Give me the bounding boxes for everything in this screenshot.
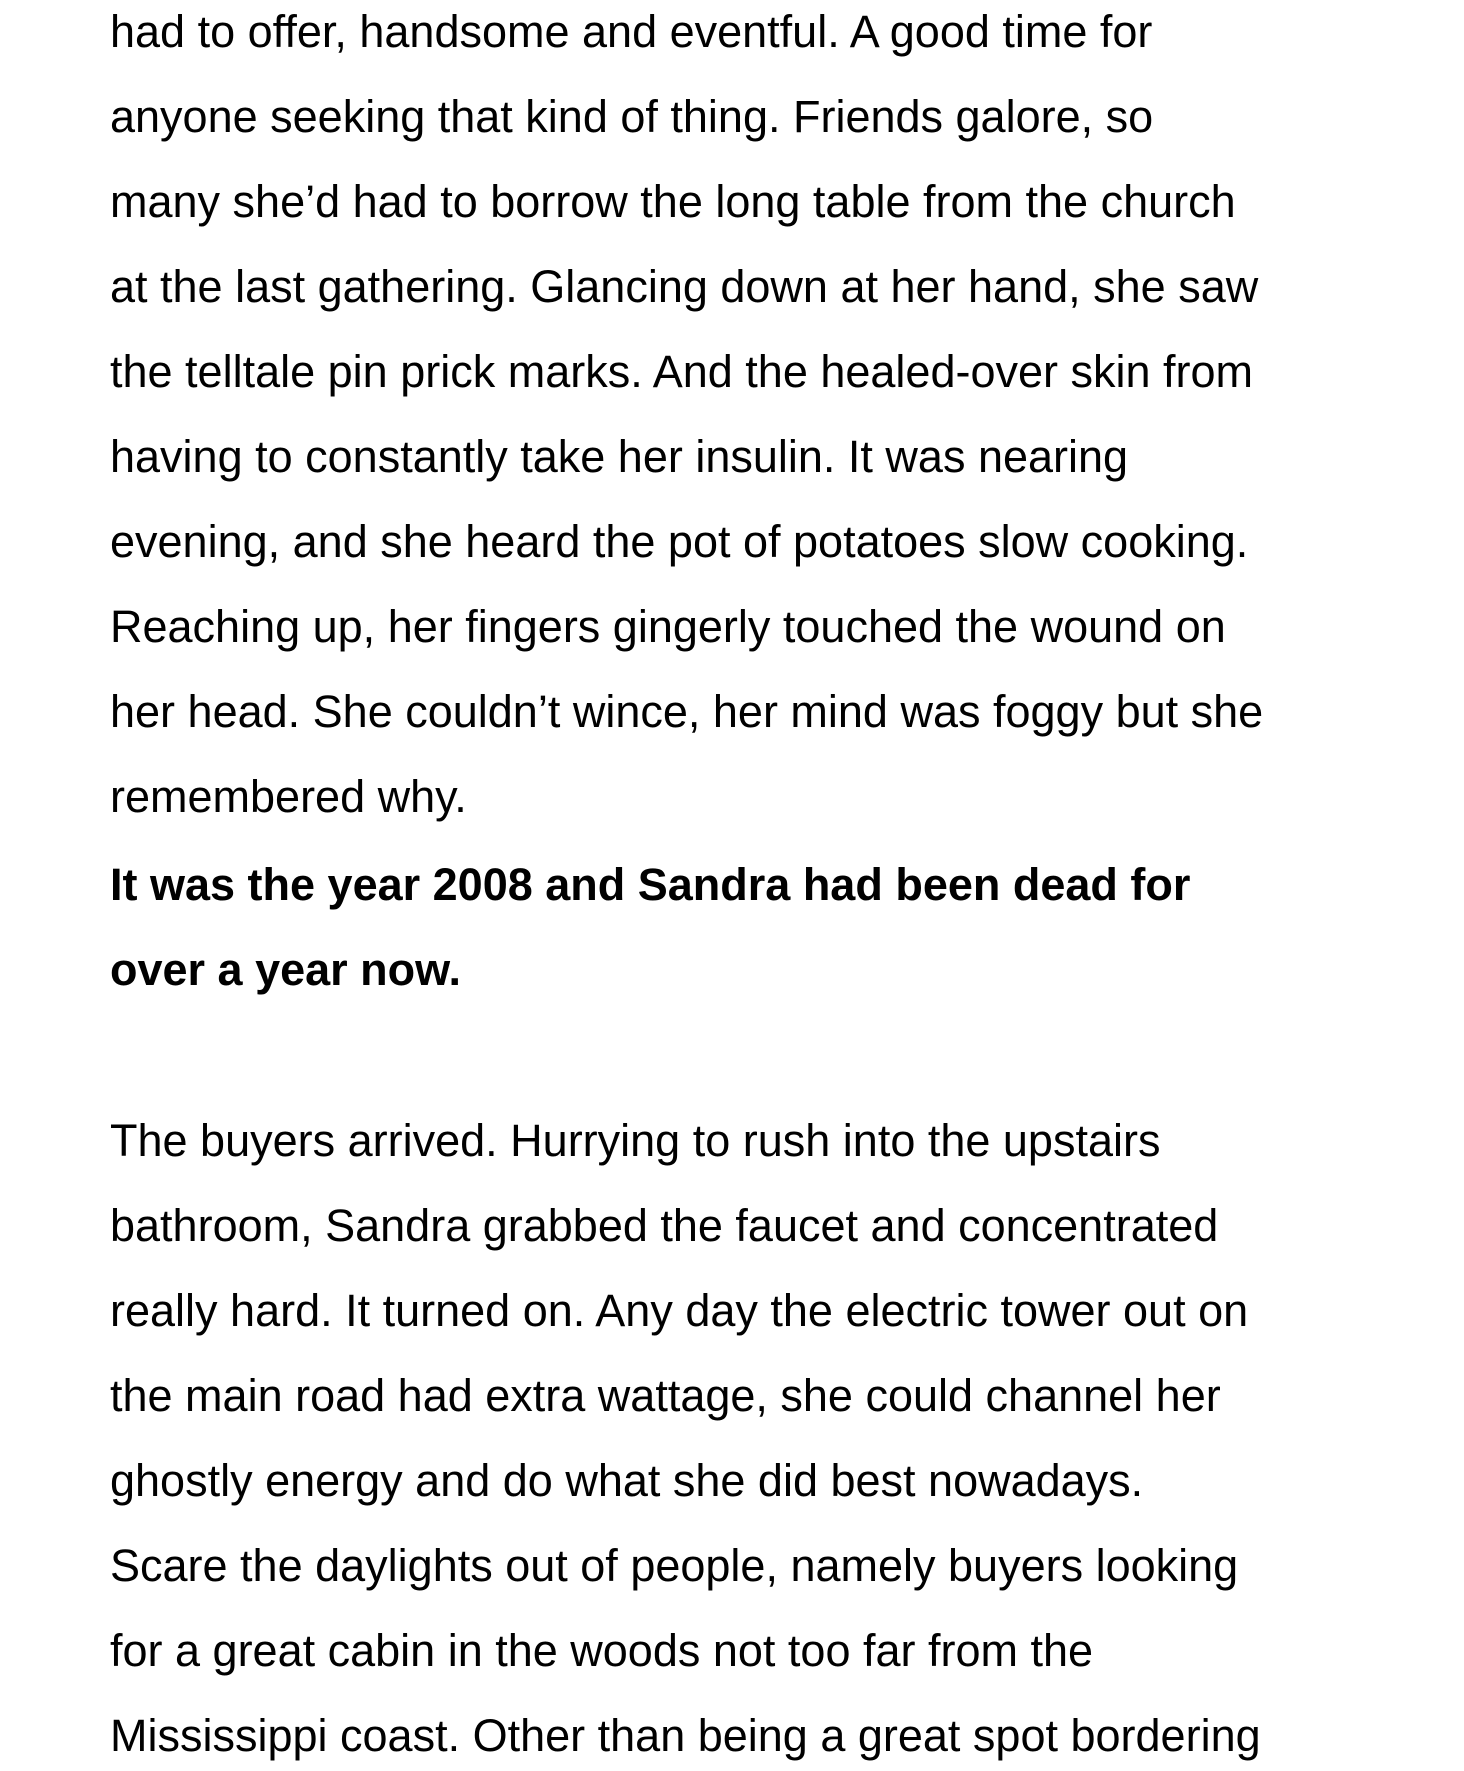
text-line: bathroom, Sandra grabbed the faucet and concentrated xyxy=(110,1200,1219,1251)
text-line: Scare the daylights out of people, namely buyers looking xyxy=(110,1540,1239,1591)
text-line: at the last gathering. Glancing down at her hand, she saw xyxy=(110,261,1259,312)
text-line: Mississippi coast. Other than being a great spot bordering xyxy=(110,1710,1261,1761)
text-line: ghostly energy and do what she did best nowadays. xyxy=(110,1455,1144,1506)
text-line: her head. She couldn’t wince, her mind was foggy but she xyxy=(110,686,1264,737)
text-line: Reaching up, her fingers gingerly touched the wound on xyxy=(110,601,1226,652)
paragraph-1 xyxy=(110,0,1410,839)
text-line: for a great cabin in the woods not too far from the xyxy=(110,1625,1094,1676)
text-line: really hard. It turned on. Any day the electric tower out on xyxy=(110,1285,1249,1336)
text-line: having to constantly take her insulin. It was nearing xyxy=(110,431,1129,482)
text-line: the telltale pin prick marks. And the healed-over skin from xyxy=(110,346,1254,397)
paragraph-2-bold xyxy=(110,842,1410,1012)
text-line: many she’d had to borrow the long table from the church xyxy=(110,176,1236,227)
text-line: It was the year 2008 and Sandra had been dead for xyxy=(110,859,1191,910)
text-line: The buyers arrived. Hurrying to rush into the upstairs xyxy=(110,1115,1161,1166)
text-line: anyone seeking that kind of thing. Friends galore, so xyxy=(110,91,1154,142)
text-line: had to offer, handsome and eventful. A good time for xyxy=(110,6,1153,57)
paragraph-3 xyxy=(110,1098,1410,1771)
text-line: over a year now. xyxy=(110,944,461,995)
text-line: the main road had extra wattage, she could channel her xyxy=(110,1370,1221,1421)
text-line: evening, and she heard the pot of potatoes slow cooking. xyxy=(110,516,1249,567)
text-line: remembered why. xyxy=(110,771,467,822)
